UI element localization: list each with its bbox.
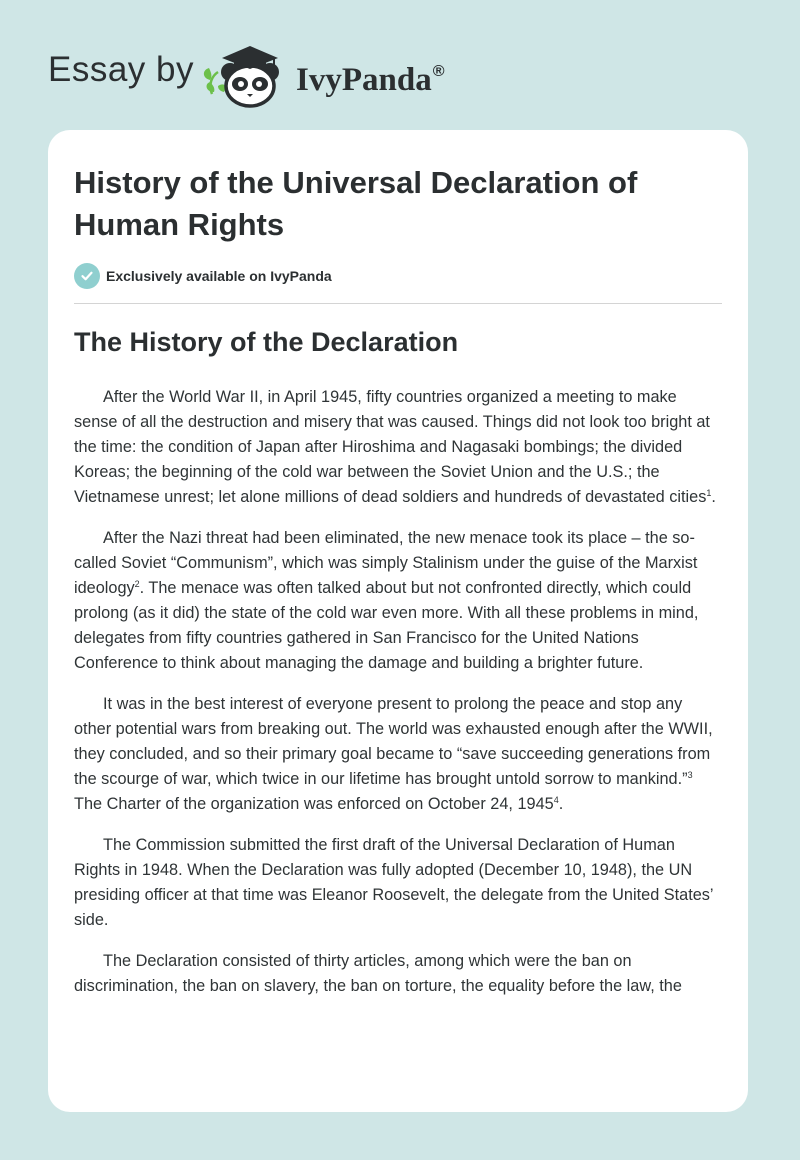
ivypanda-wordmark[interactable] xyxy=(296,52,445,100)
brand-name: IvyPanda xyxy=(296,62,432,98)
paragraph xyxy=(74,833,720,933)
paragraph-text: It was in the best interest of everyone present to prolong the peace and stop any other potential wars from breaking out. The world was exhausted enough after the WWII, they concluded, and so their primary goal became to “save succeeding generations from the scourge of war, which twice in our lifetime has brought untold sorrow to mankind.” xyxy=(74,695,713,788)
paragraph-text: The Charter of the organization was enforced on October 24, 1945 xyxy=(74,795,554,813)
paragraph-text: The Commission submitted the first draft of the Universal Declaration of Human Rights in 1948. When the Declaration was fully adopted (December 10, 1948), the UN presiding officer at that time was Eleanor Roosevelt, the delegate from the United States’ side. xyxy=(74,836,713,929)
footnote-ref[interactable]: 2 xyxy=(134,579,140,589)
paragraph-text: . The menace was often talked about but not confronted directly, which could prolong (as it did) the state of the cold war even more. With all these problems in mind, delegates from fifty countries gathered in San Francisco for the United Nations Conference to think about managing the damage and building a brighter future. xyxy=(74,579,699,672)
essay-card xyxy=(48,130,748,1112)
check-icon xyxy=(74,263,100,289)
essay-title: History of the Universal Declaration of Human Rights xyxy=(74,165,638,242)
paragraph xyxy=(74,949,720,999)
exclusive-badge xyxy=(74,263,332,289)
paragraph-text: After the World War II, in April 1945, fifty countries organized a meeting to make sense of all the destruction and misery that was caused. Things did not look too bright at the time: the condition of Japan after Hiroshima and Nagasaki bombings; the divided Koreas; the beginning of the cold war between the Soviet Union and the U.S.; the Vietnamese unrest; let alone millions of dead soldiers and hundreds of devastated cities xyxy=(74,388,710,506)
essay-by-label: Essay by xyxy=(48,50,194,89)
paragraph xyxy=(74,526,720,676)
section-heading: The History of the Declaration xyxy=(74,327,459,357)
essay-body xyxy=(74,385,720,1015)
paragraph-text: . xyxy=(558,795,564,813)
paragraph-text: After the Nazi threat had been eliminated, the new menace took its place – the so-called Soviet “Communism”, which was simply Stalinism under the guise of the Marxist ideology xyxy=(74,529,698,597)
divider xyxy=(74,303,722,304)
footnote-ref[interactable]: 3 xyxy=(687,770,693,780)
paragraph-text: . xyxy=(711,488,716,506)
footnote-ref[interactable]: 4 xyxy=(553,795,559,805)
paragraph xyxy=(74,692,720,817)
paragraph-text: The Declaration consisted of thirty articles, among which were the ban on discrimination, the ban on slavery, the ban on torture, the equality before the law, the xyxy=(74,952,682,995)
paragraph xyxy=(74,385,720,510)
trademark-symbol: ® xyxy=(432,63,445,80)
exclusive-badge-label: Exclusively available on IvyPanda xyxy=(106,268,332,284)
panda-graduate-logo-icon[interactable] xyxy=(200,36,295,108)
footnote-ref[interactable]: 1 xyxy=(706,488,712,498)
site-header xyxy=(0,0,800,130)
